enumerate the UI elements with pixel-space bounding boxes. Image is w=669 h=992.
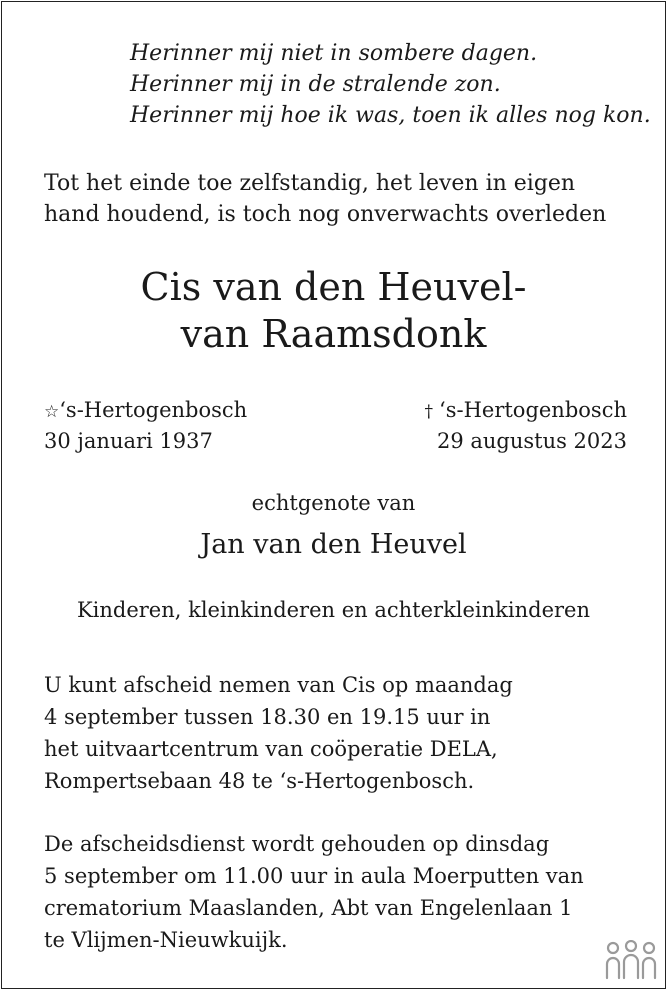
service-paragraph [44,828,584,956]
farewell-line: het uitvaartcentrum van coöperatie DELA, [44,737,498,761]
birth-date: 30 januari 1937 [44,429,213,453]
star-icon: ☆ [44,402,60,422]
service-line: 5 september om 11.00 uur in aula Moerputten van [44,864,584,888]
farewell-line: U kunt afscheid nemen van Cis op maandag [44,673,513,697]
people-group-icon [605,940,657,980]
birth-place: ‘s-Hertogenbosch [59,398,248,422]
farewell-paragraph [44,669,513,797]
deceased-name [2,264,665,358]
death-place: ‘s-Hertogenbosch [439,398,627,422]
poem-line: Herinner mij hoe ik was, toen ik alles nog kon. [130,103,651,128]
service-line: De afscheidsdienst wordt gehouden op dinsdag [44,832,550,856]
service-line: crematorium Maaslanden, Abt van Engelenlaan 1 [44,896,573,920]
intro-text [44,168,606,230]
service-line: te Vlijmen-Nieuwkuijk. [44,928,288,952]
birth-info [44,396,247,456]
poem-line: Herinner mij niet in sombere dagen. [130,41,538,66]
intro-line: hand houdend, is toch nog onverwachts overleden [44,202,607,227]
farewell-line: Rompertsebaan 48 te ‘s-Hertogenbosch. [44,769,475,793]
cross-icon: † [424,402,434,422]
family-line: Kinderen, kleinkinderen en achterkleinkinderen [76,598,591,622]
death-info [425,396,627,456]
intro-line: Tot het einde toe zelfstandig, het leven in eigen [44,171,576,196]
obituary-card [1,1,666,989]
poem-line: Herinner mij in de stralende zon. [130,72,501,97]
name-line: van Raamsdonk [180,312,487,356]
poem [130,38,651,131]
spouse-label: echtgenote van [251,491,416,515]
name-line: Cis van den Heuvel- [140,265,527,309]
farewell-line: 4 september tussen 18.30 en 19.15 uur in [44,705,491,729]
spouse-name: Jan van den Heuvel [200,529,467,560]
death-date: 29 augustus 2023 [436,429,627,453]
